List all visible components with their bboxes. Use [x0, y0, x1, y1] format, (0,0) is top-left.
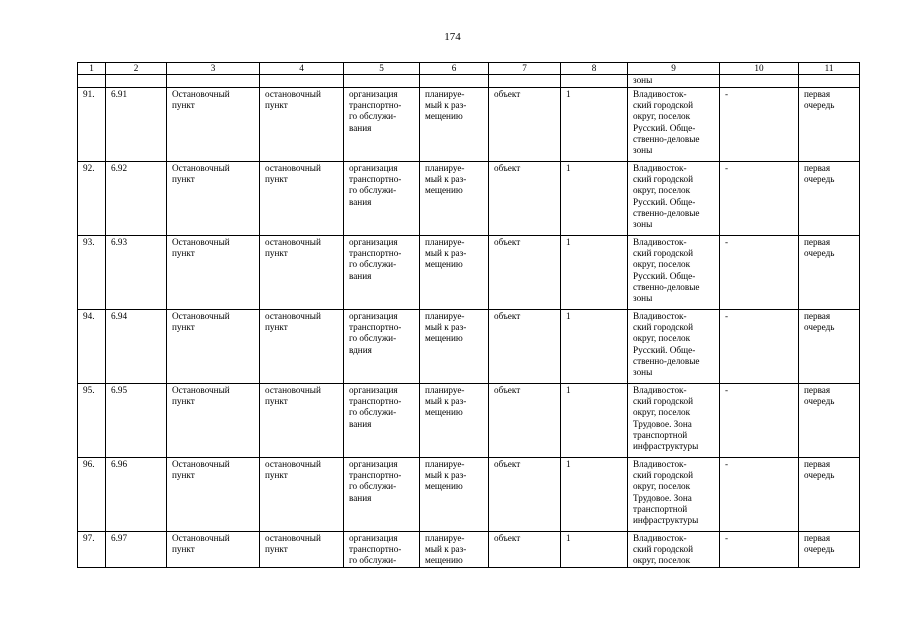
- table-cell: -: [720, 88, 799, 162]
- table-cell: объект: [489, 88, 561, 162]
- column-header: 7: [489, 63, 561, 75]
- cell-line: очередь: [804, 322, 835, 333]
- table-cell: [260, 310, 344, 384]
- cell-line: очередь: [804, 396, 835, 407]
- cell-line: ский городской: [633, 174, 693, 185]
- table-cell: 6.92: [106, 162, 167, 236]
- cell-line: планируе-: [425, 311, 465, 321]
- cell-line: организация: [349, 311, 398, 321]
- table-cell: [344, 384, 420, 458]
- cell-line: мещению: [425, 407, 463, 418]
- cell-line: пункт: [265, 248, 288, 259]
- cell-line: ственно-деловые: [633, 355, 700, 366]
- cell-line: ский городской: [633, 544, 693, 555]
- cell-line: планируе-: [425, 459, 465, 469]
- cell-line: очередь: [804, 470, 835, 481]
- cell-line: Владивосток-: [633, 163, 687, 173]
- data-table: [77, 62, 860, 568]
- cell-line: организация: [349, 459, 398, 469]
- cell-line: транспортной: [633, 503, 688, 514]
- cell-line: округ, поселок: [633, 259, 691, 270]
- table-cell: 1: [561, 88, 628, 162]
- cell-line: Владивосток-: [633, 311, 687, 321]
- cell-line: вания: [349, 492, 372, 503]
- cell-line: организация: [349, 533, 398, 543]
- cell-line: ственно-деловые: [633, 207, 700, 218]
- table-cell: [799, 458, 860, 532]
- cell-line: пункт: [172, 100, 195, 111]
- table-cell: 6.93: [106, 236, 167, 310]
- cell-line: вания: [349, 196, 372, 207]
- table-cell: зоны: [628, 75, 720, 88]
- cell-line: Владивосток-: [633, 89, 687, 99]
- cell-line: Остановочный: [172, 311, 230, 321]
- cell-line: зоны: [633, 293, 653, 304]
- cell-line: округ, поселок: [633, 481, 691, 492]
- cell-line: Русский. Обще-: [633, 344, 696, 355]
- table-cell: [628, 310, 720, 384]
- cell-line: вдния: [349, 344, 372, 355]
- table-cell: [628, 162, 720, 236]
- table-cell: 96.: [78, 458, 106, 532]
- table-row: [78, 458, 860, 532]
- cell-line: ский городской: [633, 100, 693, 111]
- cell-line: ский городской: [633, 322, 693, 333]
- table-cell: [260, 384, 344, 458]
- cell-line: Трудовое. Зона: [633, 418, 692, 429]
- cell-line: пункт: [265, 470, 288, 481]
- cell-line: остановочный: [265, 163, 321, 173]
- cell-line: планируе-: [425, 163, 465, 173]
- table-cell: [260, 88, 344, 162]
- cell-line: инфраструктуры: [633, 441, 699, 452]
- table-row: [78, 384, 860, 458]
- cell-line: мещению: [425, 185, 463, 196]
- table-cell: объект: [489, 458, 561, 532]
- table-cell: -: [720, 162, 799, 236]
- table-cell: [167, 88, 260, 162]
- cell-line: организация: [349, 237, 398, 247]
- cell-line: вания: [349, 122, 372, 133]
- table-cell: [167, 532, 260, 568]
- cell-line: округ, поселок: [633, 407, 691, 418]
- table-cell: 1: [561, 458, 628, 532]
- table-cell: объект: [489, 532, 561, 568]
- column-header: 10: [720, 63, 799, 75]
- table-cell: 93.: [78, 236, 106, 310]
- cell-line: первая: [804, 459, 831, 469]
- table-cell: [420, 88, 489, 162]
- cell-line: зоны: [633, 219, 653, 230]
- cell-line: Владивосток-: [633, 385, 687, 395]
- table-cell: объект: [489, 384, 561, 458]
- cell-line: зоны: [633, 145, 653, 156]
- table-cell: [799, 88, 860, 162]
- cell-line: округ, поселок: [633, 111, 691, 122]
- table-row: [78, 162, 860, 236]
- cell-line: пункт: [265, 100, 288, 111]
- table-cell: [628, 532, 720, 568]
- cell-line: пункт: [265, 544, 288, 555]
- table-cell: 97.: [78, 532, 106, 568]
- table-cell: [628, 88, 720, 162]
- cell-line: пункт: [172, 396, 195, 407]
- cell-line: мещению: [425, 481, 463, 492]
- table-cell: [260, 162, 344, 236]
- table-cell: 1: [561, 532, 628, 568]
- table-cell: [167, 458, 260, 532]
- cell-line: транспортно-: [349, 470, 402, 481]
- column-header: 11: [799, 63, 860, 75]
- cell-line: округ, поселок: [633, 333, 691, 344]
- table-cell: [799, 532, 860, 568]
- table-cell: [420, 458, 489, 532]
- cell-line: мый к раз-: [425, 248, 467, 259]
- cell-line: ский городской: [633, 396, 693, 407]
- cell-line: очередь: [804, 174, 835, 185]
- column-header: 4: [260, 63, 344, 75]
- cell-line: пункт: [265, 322, 288, 333]
- table-cell: [260, 532, 344, 568]
- table-cell: -: [720, 236, 799, 310]
- cell-line: мещению: [425, 111, 463, 122]
- table-cell: объект: [489, 310, 561, 384]
- table-cell: 6.96: [106, 458, 167, 532]
- cell-line: вания: [349, 270, 372, 281]
- cell-line: пункт: [265, 396, 288, 407]
- table-cell: [799, 384, 860, 458]
- cell-line: го обслужи-: [349, 259, 397, 270]
- table-cell: [167, 162, 260, 236]
- table-cell: [799, 310, 860, 384]
- table-cell: -: [720, 310, 799, 384]
- cell-line: очередь: [804, 100, 835, 111]
- table-cell: [420, 162, 489, 236]
- cell-line: ственно-деловые: [633, 133, 700, 144]
- column-header: 9: [628, 63, 720, 75]
- cell-line: пункт: [172, 174, 195, 185]
- cell-line: Остановочный: [172, 89, 230, 99]
- cell-line: мещению: [425, 555, 463, 566]
- cell-line: Владивосток-: [633, 237, 687, 247]
- cell-line: го обслужи-: [349, 333, 397, 344]
- table-cell: [344, 162, 420, 236]
- cell-line: организация: [349, 89, 398, 99]
- cell-line: организация: [349, 385, 398, 395]
- cell-line: планируе-: [425, 533, 465, 543]
- table-cell: -: [720, 532, 799, 568]
- cell-line: пункт: [265, 174, 288, 185]
- table-cell: -: [720, 458, 799, 532]
- cell-line: округ, поселок: [633, 185, 691, 196]
- table-cell: [167, 310, 260, 384]
- table-cell: 6.94: [106, 310, 167, 384]
- column-header: 2: [106, 63, 167, 75]
- cell-line: Трудовое. Зона: [633, 492, 692, 503]
- table-cell: [167, 236, 260, 310]
- cell-line: вания: [349, 418, 372, 429]
- cell-line: первая: [804, 163, 831, 173]
- table-cell: [344, 88, 420, 162]
- table-cell: [628, 458, 720, 532]
- column-header: 3: [167, 63, 260, 75]
- column-header: 8: [561, 63, 628, 75]
- cell-line: пункт: [172, 470, 195, 481]
- column-header: 1: [78, 63, 106, 75]
- cell-line: планируе-: [425, 89, 465, 99]
- cell-line: Русский. Обще-: [633, 122, 696, 133]
- cell-line: ственно-деловые: [633, 281, 700, 292]
- table-cell: объект: [489, 162, 561, 236]
- cell-line: Остановочный: [172, 385, 230, 395]
- table-cell: [799, 162, 860, 236]
- table-cell: объект: [489, 236, 561, 310]
- cell-line: инфраструктуры: [633, 515, 699, 526]
- table-cell: 1: [561, 236, 628, 310]
- cell-line: остановочный: [265, 237, 321, 247]
- cell-line: транспортно-: [349, 396, 402, 407]
- cell-line: мещению: [425, 259, 463, 270]
- table-cell: [260, 458, 344, 532]
- cell-line: Владивосток-: [633, 459, 687, 469]
- page-number: 174: [444, 31, 461, 43]
- cell-line: го обслужи-: [349, 481, 397, 492]
- table-cell: 6.91: [106, 88, 167, 162]
- cell-line: го обслужи-: [349, 555, 397, 566]
- table-cell: [344, 532, 420, 568]
- cell-line: планируе-: [425, 385, 465, 395]
- column-header: 6: [420, 63, 489, 75]
- cell-line: Остановочный: [172, 237, 230, 247]
- cell-line: ский городской: [633, 470, 693, 481]
- cell-line: Остановочный: [172, 459, 230, 469]
- cell-line: Остановочный: [172, 533, 230, 543]
- table-cell: 95.: [78, 384, 106, 458]
- cell-line: транспортной: [633, 429, 688, 440]
- cell-line: пункт: [172, 322, 195, 333]
- cell-line: транспортно-: [349, 100, 402, 111]
- cell-line: остановочный: [265, 459, 321, 469]
- table-cell: [628, 236, 720, 310]
- table-cell: [167, 384, 260, 458]
- cell-line: го обслужи-: [349, 185, 397, 196]
- cell-line: первая: [804, 89, 831, 99]
- cell-line: мый к раз-: [425, 322, 467, 333]
- cell-line: мещению: [425, 333, 463, 344]
- column-header: 5: [344, 63, 420, 75]
- table-cell: [420, 384, 489, 458]
- cell-line: транспортно-: [349, 322, 402, 333]
- table-cell: [420, 310, 489, 384]
- table-cell: [799, 236, 860, 310]
- cell-line: го обслужи-: [349, 111, 397, 122]
- cell-line: Русский. Обще-: [633, 270, 696, 281]
- cell-line: транспортно-: [349, 174, 402, 185]
- table-cell: [420, 532, 489, 568]
- table-cell: -: [720, 384, 799, 458]
- continuation-row: [78, 75, 860, 88]
- cell-line: организация: [349, 163, 398, 173]
- cell-line: мый к раз-: [425, 174, 467, 185]
- table-cell: 1: [561, 310, 628, 384]
- cell-line: очередь: [804, 544, 835, 555]
- cell-line: остановочный: [265, 89, 321, 99]
- table-cell: [344, 458, 420, 532]
- table-cell: 91.: [78, 88, 106, 162]
- cell-line: пункт: [172, 248, 195, 259]
- cell-line: мый к раз-: [425, 544, 467, 555]
- cell-line: Остановочный: [172, 163, 230, 173]
- cell-line: очередь: [804, 248, 835, 259]
- cell-line: остановочный: [265, 385, 321, 395]
- cell-line: мый к раз-: [425, 470, 467, 481]
- header-row: [78, 63, 860, 75]
- table-row: [78, 236, 860, 310]
- cell-line: ский городской: [633, 248, 693, 259]
- table-row: [78, 310, 860, 384]
- table-row: [78, 88, 860, 162]
- cell-line: зоны: [633, 367, 653, 378]
- cell-line: пункт: [172, 544, 195, 555]
- cell-line: первая: [804, 311, 831, 321]
- cell-line: мый к раз-: [425, 396, 467, 407]
- table-cell: 1: [561, 384, 628, 458]
- cell-line: округ, поселок: [633, 555, 691, 566]
- cell-line: остановочный: [265, 311, 321, 321]
- cell-line: транспортно-: [349, 544, 402, 555]
- table-cell: [420, 236, 489, 310]
- table-cell: 1: [561, 162, 628, 236]
- cell-line: мый к раз-: [425, 100, 467, 111]
- cell-line: Владивосток-: [633, 533, 687, 543]
- cell-line: первая: [804, 533, 831, 543]
- cell-line: го обслужи-: [349, 407, 397, 418]
- table-cell: 92.: [78, 162, 106, 236]
- cell-line: планируе-: [425, 237, 465, 247]
- table-cell: 6.95: [106, 384, 167, 458]
- cell-line: первая: [804, 237, 831, 247]
- table-cell: [260, 236, 344, 310]
- cell-line: первая: [804, 385, 831, 395]
- cell-line: остановочный: [265, 533, 321, 543]
- cell-line: Русский. Обще-: [633, 196, 696, 207]
- table-row: [78, 532, 860, 568]
- cell-line: транспортно-: [349, 248, 402, 259]
- table-cell: [344, 236, 420, 310]
- table-cell: 94.: [78, 310, 106, 384]
- table-cell: 6.97: [106, 532, 167, 568]
- table-cell: [628, 384, 720, 458]
- table-cell: [344, 310, 420, 384]
